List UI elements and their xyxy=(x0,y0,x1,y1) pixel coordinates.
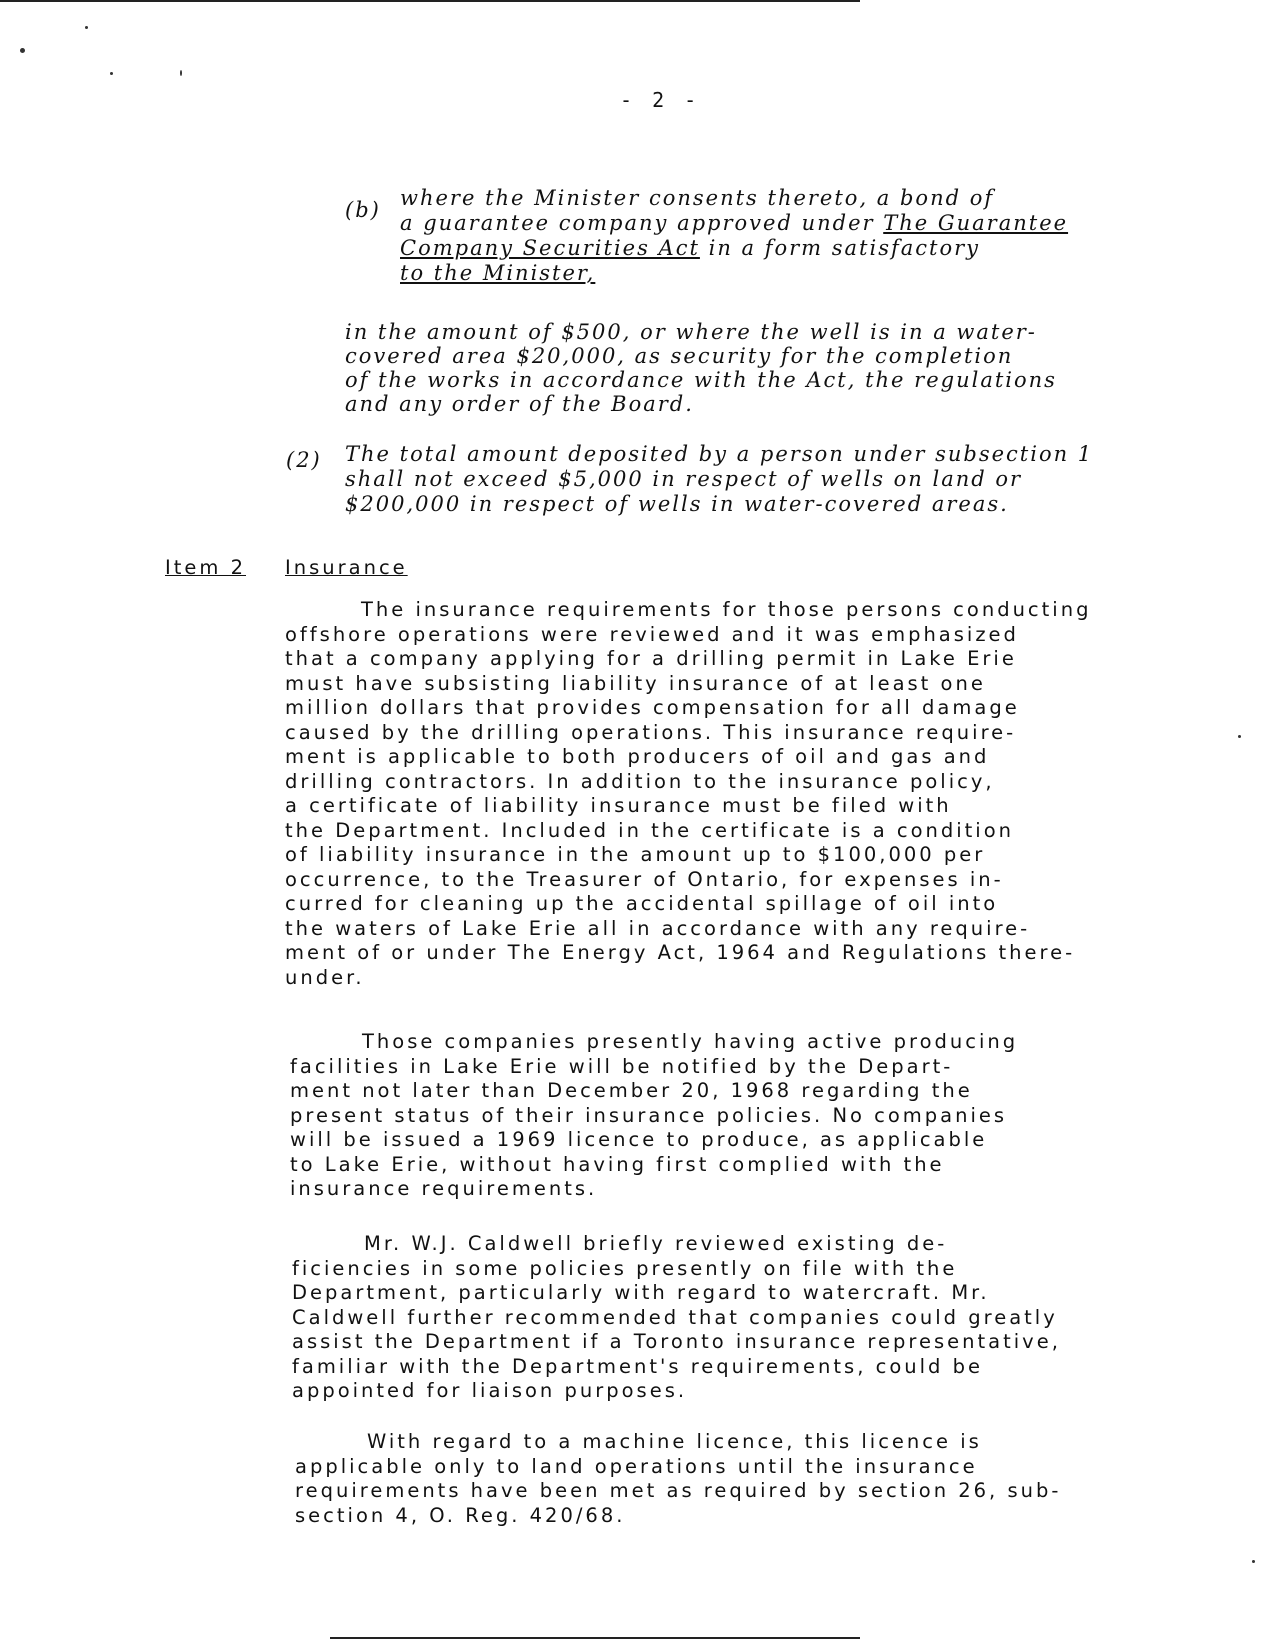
paragraph-line: the Department. Included in the certificate is a condition xyxy=(285,818,1015,842)
paragraph-insurance-requirements xyxy=(285,598,1091,990)
paragraph-line: Caldwell further recommended that companies could greatly xyxy=(292,1305,1058,1329)
act-name-part2: Company Securities Act xyxy=(400,236,700,260)
amount-line: in the amount of $500, or where the well is in a water- xyxy=(345,320,1037,344)
paragraph-line: Mr. W.J. Caldwell briefly reviewed existing de- xyxy=(364,1232,948,1255)
paragraph-line: a certificate of liability insurance must be filed with xyxy=(285,794,952,817)
paragraph-line: ment of or under The Energy Act, 1964 and Regulations there- xyxy=(285,941,1076,964)
paragraph-line: offshore operations were reviewed and it was emphasized xyxy=(285,622,1019,646)
paragraph-line: under. xyxy=(285,965,365,989)
paragraph-line: must have subsisting liability insurance of at least one xyxy=(285,671,986,695)
paragraph-line: present status of their insurance policies. No companies xyxy=(290,1103,1008,1127)
amount-line: covered area $20,000, as security for the completion xyxy=(345,344,1014,368)
page-number: - 2 - xyxy=(620,88,701,112)
paragraph-line: assist the Department if a Toronto insurance representative, xyxy=(292,1330,1061,1353)
scan-speck xyxy=(20,48,25,53)
subsection-2 xyxy=(345,442,1093,517)
item-label: Item 2 xyxy=(165,556,246,579)
paragraph-line: of liability insurance in the amount up to $100,000 per xyxy=(285,843,986,866)
paragraph-line: million dollars that provides compensation for all damage xyxy=(285,696,1020,719)
subsection-2-line: The total amount deposited by a person under subsection 1 xyxy=(345,442,1094,466)
clause-b-line xyxy=(400,236,1068,261)
bottom-rule xyxy=(330,1637,860,1639)
clause-b xyxy=(400,186,1068,286)
scan-speck xyxy=(85,26,88,29)
clause-b-text: in a form satisfactory xyxy=(708,236,981,260)
paragraph-line: Department, particularly with regard to watercraft. Mr. xyxy=(292,1281,990,1304)
paragraph-line: drilling contractors. In addition to the insurance policy, xyxy=(285,769,995,793)
paragraph-line: section 4, O. Reg. 420/68. xyxy=(295,1503,626,1527)
paragraph-line: requirements have been met as required by section 26, sub- xyxy=(295,1479,1062,1502)
subsection-2-line: $200,000 in respect of wells in water-covered areas. xyxy=(345,492,1009,516)
paragraph-line: familiar with the Department's requirements, could be xyxy=(292,1354,983,1378)
paragraph-line: will be issued a 1969 licence to produce, as applicable xyxy=(290,1128,988,1151)
paragraph-line: the waters of Lake Erie all in accordance with any require- xyxy=(285,916,1031,940)
scan-speck xyxy=(180,70,182,76)
paragraph-line: Those companies presently having active producing xyxy=(362,1030,1019,1053)
paragraph-line: ment not later than December 20, 1968 regarding the xyxy=(290,1079,973,1102)
paragraph-line: caused by the drilling operations. This insurance require- xyxy=(285,720,1017,744)
paragraph-line: The insurance requirements for those persons conducting xyxy=(361,598,1092,621)
act-name-part1: The Guarantee xyxy=(883,211,1069,235)
clause-b-marker: (b) xyxy=(345,198,381,222)
clause-b-line: where the Minister consents thereto, a bond of xyxy=(400,186,995,210)
clause-b-line: to the Minister, xyxy=(400,261,596,285)
subsection-2-line: shall not exceed $5,000 in respect of wells on land or xyxy=(345,467,1023,491)
top-rule xyxy=(0,0,860,2)
clause-b-line xyxy=(400,211,1068,236)
paragraph-companies-notified xyxy=(290,1030,1018,1202)
scan-speck xyxy=(1238,735,1241,738)
amount-paragraph xyxy=(345,320,1057,416)
subsection-2-marker: (2) xyxy=(286,448,322,472)
paragraph-line: appointed for liaison purposes. xyxy=(292,1379,688,1402)
scan-speck xyxy=(1252,1560,1255,1563)
paragraph-line: curred for cleaning up the accidental spillage of oil into xyxy=(285,892,999,915)
paragraph-line: ment is applicable to both producers of oil and gas and xyxy=(285,745,990,768)
paragraph-line: applicable only to land operations until the insurance xyxy=(295,1454,978,1478)
scan-speck xyxy=(110,72,113,75)
paragraph-machine-licence xyxy=(295,1430,1061,1528)
paragraph-line: to Lake Erie, without having first complied with the xyxy=(290,1152,945,1176)
paragraph-line: that a company applying for a drilling permit in Lake Erie xyxy=(285,647,1017,670)
paragraph-line: ficiencies in some policies presently on file with the xyxy=(292,1256,958,1280)
paragraph-line: insurance requirements. xyxy=(290,1177,598,1200)
paragraph-caldwell-review xyxy=(292,1232,1061,1404)
paragraph-line: facilities in Lake Erie will be notified by the Depart- xyxy=(290,1054,954,1078)
paragraph-line: occurrence, to the Treasurer of Ontario, for expenses in- xyxy=(285,867,1004,891)
paragraph-line: With regard to a machine licence, this licence is xyxy=(367,1430,982,1453)
clause-b-text: a guarantee company approved under xyxy=(400,211,884,235)
amount-line: of the works in accordance with the Act, the regulations xyxy=(345,368,1057,392)
amount-line: and any order of the Board. xyxy=(345,392,694,416)
item-title: Insurance xyxy=(285,556,408,579)
